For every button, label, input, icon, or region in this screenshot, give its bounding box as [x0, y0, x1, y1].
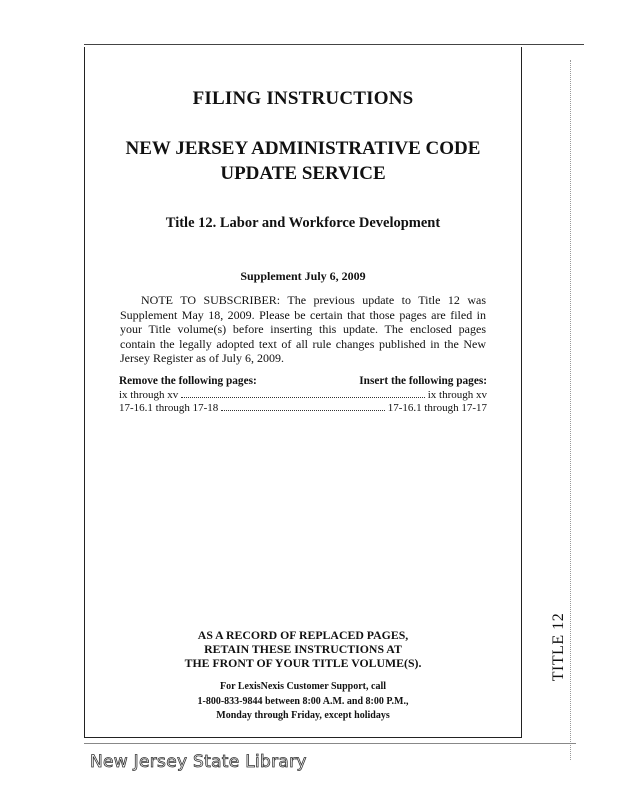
insert-pages-heading: Insert the following pages: — [359, 375, 487, 387]
remove-pages-value: ix through xv — [119, 389, 179, 401]
dot-leader — [181, 390, 424, 398]
insert-pages-value: ix through xv — [427, 389, 487, 401]
filing-instructions-heading: FILING INSTRUCTIONS — [192, 88, 414, 109]
remove-pages-value: 17-16.1 through 17-18 — [119, 402, 219, 414]
top-rule — [84, 44, 584, 45]
page-row — [119, 389, 487, 401]
library-watermark: New Jersey State Library — [90, 752, 307, 772]
insert-pages-value: 17-16.1 through 17-17 — [387, 402, 487, 414]
title-tab-label: TITLE 12 — [550, 612, 568, 682]
bottom-rule — [84, 743, 576, 744]
code-title-line2: UPDATE SERVICE — [220, 163, 386, 184]
title-tab — [542, 605, 576, 689]
support-line2: 1-800-833-9844 between 8:00 A.M. and 8:00 P.M., — [197, 696, 409, 707]
retain-notice-line1: AS A RECORD OF REPLACED PAGES, — [197, 628, 409, 642]
subscriber-note: NOTE TO SUBSCRIBER: The previous update to Title 12 was Supplement May 18, 2009. Please be certain that those pages are filed in your Title volume(s) before inserting this update. The enclosed pages contain the legally adopted text of all rule changes published in the New Jersey Register as of July 6, 2009. — [120, 293, 486, 366]
code-title-line1: NEW JERSEY ADMINISTRATIVE CODE — [125, 138, 481, 159]
retain-notice-line2: RETAIN THESE INSTRUCTIONS AT — [204, 642, 402, 656]
remove-pages-heading: Remove the following pages: — [119, 375, 257, 387]
page-row — [119, 402, 487, 414]
retain-notice-line3: THE FRONT OF YOUR TITLE VOLUME(S). — [184, 656, 422, 670]
dot-leader — [221, 403, 384, 411]
support-line1: For LexisNexis Customer Support, call — [219, 681, 386, 692]
supplement-date: Supplement July 6, 2009 — [240, 269, 366, 283]
support-line3: Monday through Friday, except holidays — [216, 710, 390, 721]
title-heading: Title 12. Labor and Workforce Development — [165, 215, 441, 231]
